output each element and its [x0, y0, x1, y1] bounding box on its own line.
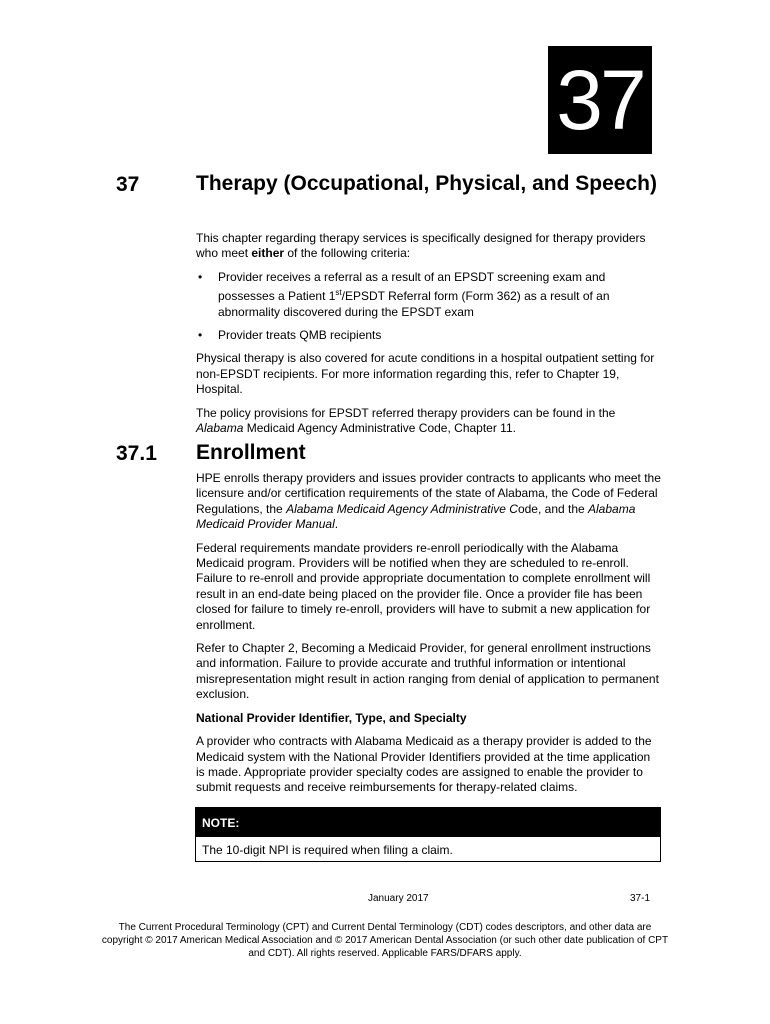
npi-paragraph: A provider who contracts with Alabama Medicaid as a therapy provider is added to the Medicaid system with the National Provider Identifiers provided at the time application is made. Appropriate provider specialty codes are assigned to enable the provider to submit requests and receive reimbursements for therapy-related claims. [196, 734, 652, 795]
copyright-notice: The Current Procedural Terminology (CPT) and Current Dental Terminology (CDT) codes descriptors, and other data are copyright © 2017 American Medical Association and © 2017 American Dental Association (or such other date publication of CPT and CDT). All rights reserved. Applicable FARS/DFARS apply. [101, 922, 669, 959]
chapter-number-box: 37 [548, 46, 652, 154]
chapter-intro-section [196, 231, 661, 444]
bullet-dot-icon: • [198, 269, 203, 284]
enrollment-paragraph: HPE enrolls therapy providers and issues provider contracts to applicants who meet the licensure and/or certification requirements of the state of Alabama, the Code of Federal Regulations, the Alabama Medicaid Agency Administrative Code, and the Alabama Medicaid Provider Manual. [196, 471, 661, 532]
policy-paragraph: The policy provisions for EPSDT referred therapy providers can be found in the Alabama Medicaid Agency Administrative Code, Chapter 11. [196, 405, 616, 436]
physical-therapy-paragraph: Physical therapy is also covered for acute conditions in a hospital outpatient setting for non-EPSDT recipients. For more information regarding this, refer to Chapter 19, Hospital. [196, 351, 655, 397]
footer-date: January 2017 [368, 893, 429, 904]
criteria-bullet: • Provider receives a referral as a result of an EPSDT screening exam and possesses a Patient 1st/EPSDT Referral form (Form 362) as a result of an abnormality discovered during the EPSDT exam [198, 269, 610, 319]
enrollment-section [196, 471, 661, 804]
chapter-number: 37 [116, 173, 140, 196]
note-box [195, 807, 661, 862]
refer-paragraph: Refer to Chapter 2, Becoming a Medicaid Provider, for general enrollment instructions and information. Failure to provide accurate and truthful information or intentional misrepresentation might result in action ranging from denial of application to permanent exclusion. [196, 641, 659, 702]
note-text: The 10-digit NPI is required when filing a claim. [202, 843, 453, 857]
chapter-title: Therapy (Occupational, Physical, and Speech) [196, 172, 657, 195]
npi-subheading: National Provider Identifier, Type, and Specialty [196, 710, 467, 725]
section-title: Enrollment [196, 441, 306, 464]
bullet-dot-icon: • [198, 328, 203, 343]
intro-paragraph: This chapter regarding therapy services is specifically designed for therapy providers who meet either of the following criteria: [196, 231, 646, 261]
note-label: NOTE: [196, 808, 660, 837]
reenroll-paragraph: Federal requirements mandate providers re-enroll periodically with the Alabama Medicaid program. Providers will be notified when they are scheduled to re-enroll. Failure to re-enroll and provide appropriate documentation to complete enrollment will result in an end-date being placed on the provider file. Once a provider file has been closed for failure to timely re-enroll, providers will have to submit a new application for enrollment. [196, 540, 651, 632]
footer-page-number: 37-1 [630, 893, 651, 904]
section-number: 37.1 [116, 442, 157, 465]
criteria-bullet: • Provider treats QMB recipients [198, 328, 382, 343]
